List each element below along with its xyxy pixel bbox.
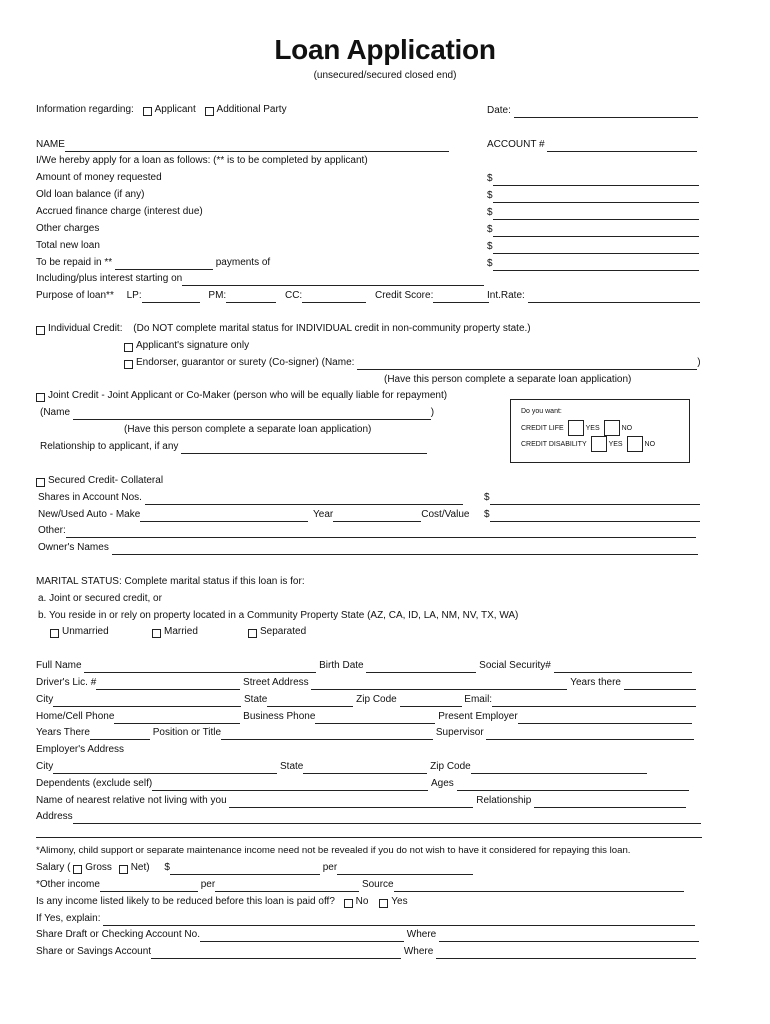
name-field[interactable]	[65, 140, 449, 152]
secured-credit-label: Secured Credit- Collateral	[48, 475, 164, 486]
account-row	[487, 138, 697, 152]
unmarried-checkbox[interactable]	[50, 629, 59, 638]
address-label: Address	[36, 811, 73, 822]
city2-field[interactable]	[53, 762, 277, 774]
no-label: NO	[644, 441, 656, 448]
other-collateral-row	[38, 524, 696, 538]
dollar-sign: $	[484, 492, 490, 503]
share-draft-where-field[interactable]	[439, 930, 699, 942]
auto-value-field[interactable]	[490, 510, 700, 522]
position-field[interactable]	[221, 728, 433, 740]
business-phone-field[interactable]	[315, 712, 435, 724]
phone-row	[36, 710, 692, 724]
street-label: Street Address	[243, 677, 309, 688]
share-savings-label: Share or Savings Account	[36, 946, 152, 957]
city-field[interactable]	[53, 695, 241, 707]
salary-label: Salary (	[36, 862, 71, 873]
birth-date-label: Birth Date	[319, 660, 364, 671]
total-new-loan-label: Total new loan	[36, 240, 100, 251]
salary-per-field[interactable]	[337, 863, 473, 875]
gross-label: Gross	[85, 862, 112, 873]
no-label: NO	[621, 425, 633, 432]
credit-disability-yes-checkbox[interactable]	[591, 436, 607, 452]
home-phone-label: Home/Cell Phone	[36, 711, 115, 722]
other-income-field[interactable]	[100, 880, 198, 892]
additional-party-checkbox[interactable]	[205, 107, 214, 116]
per2-label: per	[200, 879, 216, 890]
marital-b: b. You reside in or rely on property located in a Community Property State (AZ, CA, ID, LA, NM, NV, TX, WA)	[38, 610, 519, 621]
payments-amount-field[interactable]	[493, 259, 699, 271]
repaid-label: To be repaid in **	[36, 257, 113, 268]
other-charges-field[interactable]	[493, 225, 699, 237]
other-income-label: *Other income	[36, 879, 100, 890]
relationship-row	[40, 440, 427, 454]
page-subtitle: (unsecured/secured closed end)	[313, 70, 457, 81]
payments-of-label: payments of	[215, 257, 271, 268]
old-balance-field[interactable]	[493, 191, 699, 203]
dependents-label: Dependents (exclude self)	[36, 778, 153, 789]
shares-label: Shares in Account Nos.	[38, 492, 142, 503]
street-field[interactable]	[311, 678, 567, 690]
city-label: City	[36, 694, 54, 705]
address-field[interactable]	[73, 812, 701, 824]
old-balance-row	[487, 189, 699, 203]
joint-credit-label: Joint Credit - Joint Applicant or Co-Maker (person who will be equally liable for repayment)	[48, 390, 448, 401]
yes-label: YES	[585, 425, 600, 432]
city2-row	[36, 760, 647, 774]
years-there2-field[interactable]	[90, 728, 150, 740]
drivers-row	[36, 676, 696, 690]
relationship-field[interactable]	[181, 442, 427, 454]
info-regarding-row	[36, 103, 287, 117]
shares-value-row	[484, 491, 700, 505]
endorser-separate-note: (Have this person complete a separate loan application)	[384, 374, 632, 385]
where2-label: Where	[403, 946, 434, 957]
accrued-finance-row	[487, 206, 699, 220]
net-checkbox[interactable]	[119, 865, 128, 874]
married-checkbox[interactable]	[152, 629, 161, 638]
int-rate-label: Int.Rate:	[487, 290, 525, 301]
applicant-checkbox[interactable]	[143, 107, 152, 116]
int-rate-row	[487, 289, 700, 303]
auto-make-field[interactable]	[140, 510, 308, 522]
employers-address-row	[36, 743, 124, 757]
year-field[interactable]	[333, 510, 421, 522]
auto-make-label: New/Used Auto - Make	[38, 509, 141, 520]
lp-field[interactable]	[142, 291, 200, 303]
dollar-sign: $	[484, 509, 490, 520]
relative-label: Name of nearest relative not living with you	[36, 795, 227, 806]
salary-amount-field[interactable]	[170, 863, 320, 875]
signature-only-row	[124, 339, 249, 353]
total-new-loan-field[interactable]	[493, 242, 699, 254]
cc-field[interactable]	[302, 291, 366, 303]
individual-credit-row	[36, 322, 531, 336]
signature-only-label: Applicant's signature only	[136, 340, 250, 351]
relative-relationship-field[interactable]	[534, 796, 686, 808]
ages-label: Ages	[430, 778, 454, 789]
endorser-checkbox[interactable]	[124, 360, 133, 369]
yes-label: YES	[608, 441, 623, 448]
share-savings-field[interactable]	[151, 947, 401, 959]
relative-relationship-label: Relationship	[476, 795, 532, 806]
repaid-row	[36, 256, 270, 270]
credit-disability-label: CREDIT DISABILITY	[521, 441, 587, 448]
credit-insurance-box	[510, 399, 690, 463]
accrued-finance-field[interactable]	[493, 208, 699, 220]
int-rate-field[interactable]	[528, 291, 700, 303]
owners-field[interactable]	[112, 543, 698, 555]
owners-row	[38, 541, 698, 555]
position-label: Position or Title	[152, 727, 222, 738]
other-collateral-field[interactable]	[66, 526, 696, 538]
ssn-label: Social Security#	[479, 660, 551, 671]
account-field[interactable]	[547, 140, 697, 152]
share-draft-label: Share Draft or Checking Account No.	[36, 929, 200, 940]
dollar-sign: $	[487, 190, 493, 201]
unmarried-row	[50, 625, 109, 639]
name-label: NAME	[36, 139, 65, 150]
home-phone-field[interactable]	[114, 712, 240, 724]
accrued-finance-label: Accrued finance charge (interest due)	[36, 206, 203, 217]
city-row	[36, 693, 696, 707]
year-label: Year	[313, 509, 334, 520]
individual-credit-checkbox[interactable]	[36, 326, 45, 335]
secured-credit-row	[36, 474, 163, 488]
share-savings-row	[36, 945, 696, 959]
lp-label: LP:	[126, 290, 142, 301]
signature-only-checkbox[interactable]	[124, 343, 133, 352]
endorser-row	[124, 356, 701, 370]
relative-field[interactable]	[229, 796, 473, 808]
dollar-sign: $	[164, 862, 170, 873]
credit-life-label: CREDIT LIFE	[521, 425, 564, 432]
share-draft-row	[36, 928, 699, 942]
credit-life-no-checkbox[interactable]	[604, 420, 620, 436]
other-charges-row	[487, 223, 699, 237]
endorser-name-field[interactable]	[357, 358, 697, 370]
years-there-label: Years there	[570, 677, 621, 688]
cc-label: CC:	[284, 290, 303, 301]
purpose-row	[36, 289, 489, 303]
state2-label: State	[280, 761, 304, 772]
payments-amount-row	[487, 257, 699, 271]
info-regarding-label: Information regarding:	[36, 104, 134, 115]
credit-disability-no-checkbox[interactable]	[627, 436, 643, 452]
auto-value-row	[484, 508, 700, 522]
pm-field[interactable]	[226, 291, 276, 303]
purpose-label: Purpose of loan**	[36, 290, 114, 301]
pm-label: PM:	[208, 290, 227, 301]
other-charges-label: Other charges	[36, 223, 100, 234]
present-employer-label: Present Employer	[438, 711, 518, 722]
date-label: Date:	[487, 105, 511, 116]
reduced-yes-label: Yes	[391, 896, 408, 907]
supervisor-field[interactable]	[486, 728, 694, 740]
dollar-sign: $	[487, 207, 493, 218]
source-field[interactable]	[394, 880, 684, 892]
dollar-sign: $	[487, 224, 493, 235]
credit-score-label: Credit Score:	[375, 290, 434, 301]
date-field[interactable]	[514, 106, 698, 118]
relative-row	[36, 794, 686, 808]
applicant-label: Applicant	[154, 104, 196, 115]
present-employer-field[interactable]	[518, 712, 692, 724]
years-there-field[interactable]	[624, 678, 696, 690]
separated-row	[248, 625, 306, 639]
married-label: Married	[164, 626, 198, 637]
where-label: Where	[406, 929, 437, 940]
do-you-want-label: Do you want:	[521, 408, 562, 415]
per-label: per	[322, 862, 338, 873]
state-label: State	[244, 694, 268, 705]
total-new-loan-row	[487, 240, 699, 254]
address-line-2[interactable]	[36, 837, 702, 838]
full-name-field[interactable]	[84, 661, 316, 673]
zip-field[interactable]	[400, 695, 462, 707]
if-yes-label: If Yes, explain:	[36, 913, 101, 924]
alimony-note: *Alimony, child support or separate maintenance income need not be revealed if you do not wish to have it considered for repaying this loan.	[36, 845, 631, 856]
supervisor-label: Supervisor	[435, 727, 484, 738]
ssn-field[interactable]	[554, 661, 692, 673]
apply-statement: I/We hereby apply for a loan as follows: (** is to be completed by applicant)	[36, 155, 368, 166]
employers-address-label: Employer's Address	[36, 744, 125, 755]
joint-name-row	[40, 406, 434, 420]
additional-party-label: Additional Party	[216, 104, 287, 115]
zip2-field[interactable]	[471, 762, 647, 774]
state2-field[interactable]	[303, 762, 427, 774]
close-paren: )	[697, 357, 701, 368]
drivers-lic-field[interactable]	[96, 678, 240, 690]
including-row	[36, 272, 484, 286]
city2-label: City	[36, 761, 54, 772]
share-draft-field[interactable]	[200, 930, 404, 942]
joint-separate-note: (Have this person complete a separate loan application)	[124, 424, 372, 435]
dependents-row	[36, 777, 689, 791]
full-name-row	[36, 659, 692, 673]
reduced-row	[36, 895, 408, 909]
marital-heading: MARITAL STATUS: Complete marital status if this loan is for:	[36, 576, 305, 587]
separated-checkbox[interactable]	[248, 629, 257, 638]
owners-label: Owner's Names	[38, 542, 109, 553]
unmarried-label: Unmarried	[62, 626, 109, 637]
credit-disability-row	[521, 436, 655, 452]
reduced-no-label: No	[355, 896, 369, 907]
shares-field[interactable]	[145, 493, 463, 505]
email-label: Email:	[464, 694, 493, 705]
individual-credit-label: Individual Credit:	[48, 323, 123, 334]
shares-row	[38, 491, 463, 505]
cost-value-label: Cost/Value	[421, 509, 470, 520]
endorser-label: Endorser, guarantor or surety (Co-signer) (Name:	[136, 357, 355, 368]
joint-name-label: (Name	[40, 407, 71, 418]
zip2-label: Zip Code	[430, 761, 471, 772]
relationship-label: Relationship to applicant, if any	[40, 441, 179, 452]
net-label: Net)	[130, 862, 150, 873]
other-income-per-field[interactable]	[215, 880, 359, 892]
dollar-sign: $	[487, 173, 493, 184]
full-name-label: Full Name	[36, 660, 82, 671]
dollar-sign: $	[487, 258, 493, 269]
married-row	[152, 625, 198, 639]
birth-date-field[interactable]	[366, 661, 476, 673]
reduced-yes-checkbox[interactable]	[379, 899, 388, 908]
secured-credit-checkbox[interactable]	[36, 478, 45, 487]
name-row	[36, 138, 449, 152]
page-title: Loan Application	[274, 34, 496, 65]
other-collateral-label: Other:	[38, 525, 66, 536]
if-yes-row	[36, 912, 695, 926]
years-there2-label: Years There	[36, 727, 90, 738]
state-field[interactable]	[267, 695, 353, 707]
business-phone-label: Business Phone	[243, 711, 316, 722]
other-income-row	[36, 878, 684, 892]
old-balance-label: Old loan balance (if any)	[36, 189, 145, 200]
dollar-sign: $	[487, 241, 493, 252]
credit-life-yes-checkbox[interactable]	[568, 420, 584, 436]
separated-label: Separated	[260, 626, 307, 637]
account-label: ACCOUNT #	[487, 139, 545, 150]
amount-requested-label: Amount of money requested	[36, 172, 162, 183]
credit-life-row	[521, 420, 632, 436]
drivers-lic-label: Driver's Lic. #	[36, 677, 97, 688]
individual-credit-note: (Do NOT complete marital status for INDIVIDUAL credit in non-community property state.)	[133, 323, 531, 334]
amount-requested-field[interactable]	[493, 174, 699, 186]
auto-row	[38, 508, 469, 522]
dependents-field[interactable]	[152, 779, 428, 791]
close-paren: )	[430, 407, 435, 418]
reduced-label: Is any income listed likely to be reduced before this loan is paid off?	[36, 896, 335, 907]
marital-a: a. Joint or secured credit, or	[38, 593, 162, 604]
email-field[interactable]	[492, 695, 696, 707]
including-field[interactable]	[182, 274, 484, 286]
position-row	[36, 726, 694, 740]
joint-name-field[interactable]	[73, 408, 431, 420]
zip-label: Zip Code	[356, 694, 397, 705]
joint-credit-row	[36, 389, 447, 403]
share-savings-where-field[interactable]	[436, 947, 696, 959]
address-row	[36, 810, 701, 824]
shares-value-field[interactable]	[490, 493, 700, 505]
if-yes-field[interactable]	[103, 914, 695, 926]
ages-field[interactable]	[457, 779, 689, 791]
gross-checkbox[interactable]	[73, 865, 82, 874]
amount-requested-row	[487, 172, 699, 186]
salary-row	[36, 861, 473, 875]
repaid-count-field[interactable]	[115, 258, 213, 270]
including-label: Including/plus interest starting on	[36, 273, 183, 284]
source-label: Source	[361, 879, 394, 890]
date-row	[487, 104, 698, 118]
credit-score-field[interactable]	[433, 291, 489, 303]
joint-credit-checkbox[interactable]	[36, 393, 45, 402]
reduced-no-checkbox[interactable]	[344, 899, 353, 908]
